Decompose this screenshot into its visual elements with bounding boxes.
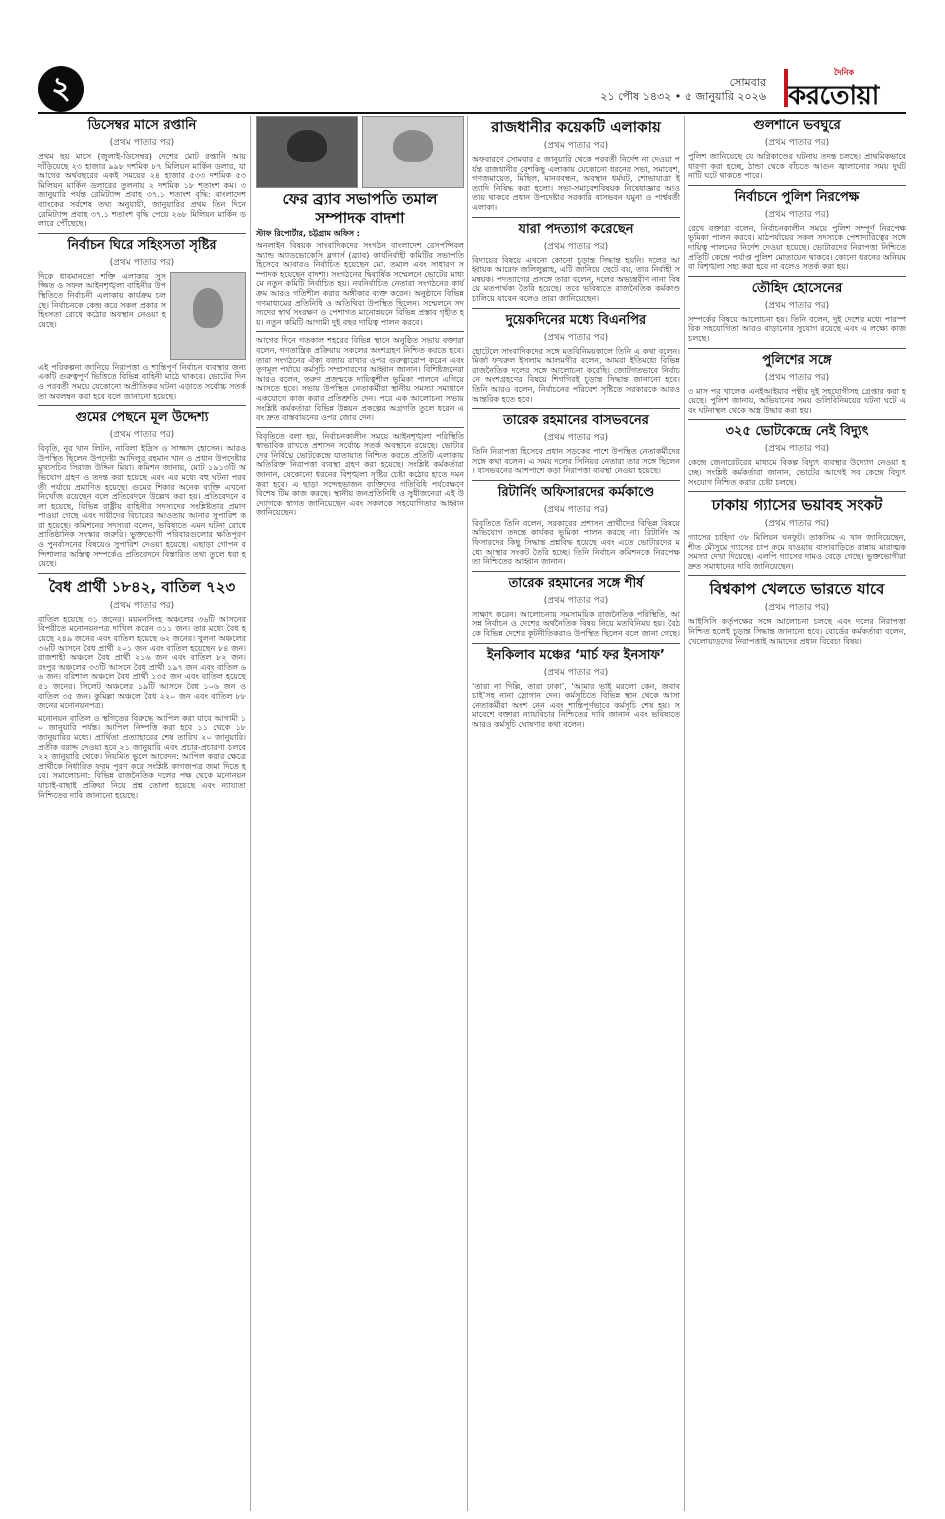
masthead-logo (774, 66, 906, 110)
article-body: হোটেলে সাংবাদিকদের সঙ্গে মতবিনিময়কালে তিনি এ কথা বলেন। মির্জা ফখরুল ইসলাম আলমগীর বলেন, আমরা ইতিমধ্যে বিভিন্ন রাজনৈতিক দলের সঙ্গে আলোচনা করেছি। জোটগতভাবে নির্বাচনে অংশগ্রহণের বিষয়ে শিগগিরই চূড়ান্ত সিদ্ধান্ত জানানো হবে। তিনি আরও বলেন, নির্বাচনের পরিবেশ সৃষ্টিতে সরকারকে আরও আন্তরিক হতে হবে। (472, 346, 680, 404)
article-title: রাজধানীর কয়েকটি এলাকায় (491, 118, 661, 136)
continued-label: (প্রথম পাতার পর) (543, 504, 609, 515)
article-title: গুলশানে ভবঘুরে (753, 118, 841, 133)
article-title: ঢাকায় গ্যাসের ভয়াবহ সংকট (711, 496, 883, 515)
day-label: সোমবার (729, 76, 766, 89)
article-title: ডিসেম্বর মাসে রপ্তানি (87, 118, 197, 133)
continued-label: (প্রথম পাতার পর) (543, 332, 609, 343)
article-title: গুমের পেছনে মূল উদ্দেশ্য (75, 410, 209, 426)
divider (472, 571, 680, 572)
article-body: বাতিল হয়েছে ৩১ জনের। ময়মনসিংহ অঞ্চলের ৩৬টি আসনের বিপরীতে মনোনয়নপত্র দাখিল করেন ৩১১ জন। তার মধ্যে বৈধ হয়েছে ২৪৯ জনের এবং বাতিল হয়েছে ৬২ জনের। খুলনা অঞ্চলের ৩৬টি আসনে বৈধ প্রার্থী ২০১ জন এবং বাতিল হয়েছেন ৮৪ জন। রাজশাহী অঞ্চলে বৈধ প্রার্থী ২১৬ জন এবং বাতিল ৮২ জন। রংপুর অঞ্চলের ৩৩টি আসনে বৈধ প্রার্থী ১৯৭ জন এবং বাতিল ৬৬ জন। বরিশাল অঞ্চলে বৈধ প্রার্থী ১৩৫ জন এবং বাতিল হয়েছে ৫১ জনের। সিলেট অঞ্চলের ১৯টি আসনে বৈধ ১০৬ জন ও বাতিল ৩৫ জন। কুমিল্লা অঞ্চলে বৈধ ২২০ জন এবং বাতিল ৮৮ জনের মনোনয়নপত্র। (38, 614, 246, 711)
article-body: প্রথম ছয় মাসে (জুলাই-ডিসেম্বর) দেশের মোট রপ্তানি আয় দাঁড়িয়েছে ২৩ হাজার ৯৯৮ দশমিক ৮৭ মিলিয়ন মার্কিন ডলার, যা আগের অর্থবছরের একই সময়ের ২৪ হাজার ৫৩৩ দশমিক ৫৩ মিলিয়ন মার্কিন ডলারের তুলনায় ২ দশমিক ১৮ শতাংশ কম। ৩ জানুয়ারি পর্যন্ত রেমিট্যান্স প্রবাহ ৩৭.১ শতাংশ বৃদ্ধি: বাংলাদেশ ব্যাংকের সর্বশেষ তথ্য অনুযায়ী, জানুয়ারির প্রথম তিন দিনে রেমিট্যান্স প্রবাহ ৩৭.১ শতাংশ বৃদ্ধি পেয়ে ২৬৮ মিলিয়ন মার্কিন ডলারে পৌঁছেছে। (38, 152, 246, 229)
article-body: বিবৃতি, নুর খান লিটন, নাবিলা ইদ্রিস ও সাজ্জাদ হোসেন। আরও উপস্থিত ছিলেন উপদেষ্টা আদিলুর রহমান খান ও প্রধান উপদেষ্টার মুখ্যসচিব সিরাজ উদ্দিন মিয়া। কমিশন জানায়, মোট ১৯১৩টি অভিযোগ গ্রহণ ও তদন্ত করা হয়েছে এবং এর মধ্যে বহু ঘটনা পরবর্তী পর্যায়ে প্রমাণিত হয়েছে। গুমের শিকার অনেক ব্যক্তি এখনো নিখোঁজ রয়েছেন বলে প্রতিবেদনে উল্লেখ করা হয়। প্রতিবেদনে বলা হয়েছে, বিভিন্ন রাষ্ট্রীয় বাহিনীর সদস্যদের সংশ্লিষ্টতার প্রমাণ পাওয়া গেছে এবং দায়ীদের বিচারের আওতায় আনার সুপারিশ করা হয়েছে। কমিশনের সদস্যরা বলেন, ভবিষ্যতে এমন ঘটনা রোধে প্রাতিষ্ঠানিক সংস্কার জরুরি। ভুক্তভোগী পরিবারগুলোর ক্ষতিপূরণ ও পুনর্বাসনের বিষয়েও সুপারিশ দেওয়া হয়েছে। এছাড়া গোপন বন্দিশালার অস্তিত্ব সম্পর্কেও প্রতিবেদনে বিস্তারিত তথ্য তুলে ধরা হয়েছে। (38, 444, 246, 569)
divider (472, 643, 680, 644)
divider (472, 217, 680, 218)
continued-label: (প্রথম পাতার পর) (764, 603, 830, 614)
divider (688, 419, 906, 420)
article-title: ফের ব্র্যাব সভাপতি তমাল সম্পাদক বাদশা (282, 190, 438, 227)
continued-label: (প্রথম পাতার পর) (543, 433, 609, 444)
continued-label: (প্রথম পাতার পর) (543, 241, 609, 252)
article-body: আইসিসি কর্তৃপক্ষের সঙ্গে আলোচনা চলছে এবং দলের নিরাপত্তা নিশ্চিত হলেই চূড়ান্ত সিদ্ধান্ত জানানো হবে। বোর্ডের কর্মকর্তারা বলেন, খেলোয়াড়দের নিরাপত্তাই আমাদের প্রধান বিবেচ্য বিষয়। (688, 617, 906, 646)
article-byline: স্টাফ রিপোর্টার, চট্টগ্রাম অফিস : (256, 229, 361, 238)
article-title: তারেক রহমানের সঙ্গে শীর্ষ (508, 575, 644, 591)
article-body: পুলিশ জানিয়েছে যে অগ্নিকাণ্ডের ঘটনায় তদন্ত চলছে। প্রাথমিকভাবে ধারণা করা হচ্ছে, ঠান্ডা থেকে বাঁচতে আগুন জ্বালানোর সময় দুর্ঘটনাটি ঘটে থাকতে পারে। (688, 152, 906, 181)
column-4 (688, 116, 906, 646)
article-title: নির্বাচনে পুলিশ নিরপেক্ষ (734, 189, 860, 205)
continued-label: (প্রথম পাতার পর) (109, 430, 175, 441)
article-title: তারেক রহমানের বাসভবনের (503, 413, 649, 429)
divider (688, 276, 906, 277)
logo-main-text: করতোয়া (788, 81, 879, 111)
continued-label: (প্রথম পাতার পর) (543, 141, 609, 151)
article-title: রিটার্নিং অফিসারদের কর্মকাণ্ডে (497, 484, 655, 500)
article-title: যারা পদত্যাগ করেছেন (518, 221, 634, 237)
article-body: মনোনয়ন বাতিল ও স্থগিতের বিরুদ্ধে আপিল করা যাবে আগামী ১০ জানুয়ারি পর্যন্ত। আপিল নিষ্পত্তি করা হবে ১১ থেকে ১৮ জানুয়ারির মধ্যে। প্রার্থিতা প্রত্যাহারের শেষ তারিখ ২০ জানুয়ারি। প্রতীক বরাদ্দ দেওয়া হবে ২১ জানুয়ারি এবং প্রচার-প্রচারণা চলবে ২২ জানুয়ারি থেকে। নিয়মিত ভুলে আবেদন: আপিল করার ক্ষেত্রে প্রার্থীকে নির্ধারিত ফরম পূরণ করে সংশ্লিষ্ট কাগজপত্র জমা দিতে হবে। সমালোচনা: বিভিন্ন রাজনৈতিক দলের পক্ষ থেকে মনোনয়ন যাচাই-বাছাই প্রক্রিয়া নিয়ে প্রশ্ন তোলা হয়েছে এবং ন্যায্যতা নিশ্চিতের দাবি জানানো হয়েছে। (38, 713, 246, 800)
divider (688, 348, 906, 349)
article-body: সম্পর্কের বিষয়ে আলোচনা হয়। তিনি বলেন, দুই দেশের মধ্যে পারস্পরিক সহযোগিতা আরও বাড়ানোর সুযোগ রয়েছে এবং এ লক্ষ্যে কাজ চলছে। (688, 314, 906, 343)
article-body: বিদায়ের বিষয়ে এখনো কোনো চূড়ান্ত সিদ্ধান্ত হয়নি। দলের আহ্বায়ক আরেফ জলিলুল্লাহ, এটি জানিয়ে ছেটে বয়, তার নির্বাহী সমন্বয়ক। পদত্যাগের প্রসঙ্গে তারা বলেন, দলের অভ্যন্তরীণ নানা বিষয়ে মতপার্থক্য তৈরি হয়েছে। তবে ভবিষ্যতে রাজনৈতিক কর্মকাণ্ড চালিয়ে যাবেন বলেও তারা জানিয়েছেন। (472, 255, 680, 303)
continued-label: (প্রথম পাতার পর) (764, 300, 830, 311)
continued-label: (প্রথম পাতার পর) (764, 519, 830, 530)
divider (688, 575, 906, 576)
article-title: তৌহিদ হোসেনের (751, 280, 843, 296)
page-header (38, 66, 906, 114)
article-body: ৩ মাস পর খালেক এনইআইয়ার পন্থীর দুই সহযোগীসহ গ্রেপ্তার করা হয়েছে। পুলিশ জানায়, অভিযানের সময় গুলিবিনিময়ের ঘটনা ঘটে এবং ঘটনাস্থল থেকে অস্ত্র উদ্ধার করা হয়। (688, 386, 906, 415)
divider (38, 233, 246, 234)
article-body: আগের দিনে গতকাল শহরের বিভিন্ন স্থানে অনুষ্ঠিত সভায় বক্তারা বলেন, গণতান্ত্রিক প্রক্রিয়ায় সকলের অংশগ্রহণ নিশ্চিত করতে হবে। তারা সংগঠনের ঐক্য বজায় রাখার ওপর গুরুত্বারোপ করেন এবং তৃণমূল পর্যায়ে কর্মসূচি সম্প্রসারণের আহ্বান জানান। বিশিষ্টজনেরা আরও বলেন, তরুণ প্রজন্মকে দায়িত্বশীল ভূমিকা পালনে এগিয়ে আসতে হবে। সভায় উপস্থিত নেতাকর্মীরা স্থানীয় সমস্যা সমাধানে একযোগে কাজ করার প্রতিশ্রুতি দেন। পরে এক আলোচনা সভায় সংশ্লিষ্ট কর্মকর্তারা বিভিন্ন উন্নয়ন প্রকল্পের অগ্রগতি তুলে ধরেন এবং দ্রুত বাস্তবায়নের ওপর জোর দেন। (256, 336, 464, 423)
continued-label: (প্রথম পাতার পর) (764, 209, 830, 220)
article-title: ৩২৫ ভোটকেন্দ্রে নেই বিদ্যুৎ (725, 424, 869, 440)
article-body: তিনি নিরাপত্তা হিসেবে প্রধান সড়কের পাশে উপস্থিত নেতাকর্মীদের সঙ্গে কথা বলেন। এ সময় দলের সিনিয়র নেতারা তার সঙ্গে ছিলেন। বাসভবনের আশপাশে কড়া নিরাপত্তা ব্যবস্থা নেওয়া হয়েছে। (472, 447, 680, 476)
divider (256, 427, 464, 428)
column-3 (472, 116, 680, 730)
continued-label: (প্রথম পাতার পর) (764, 138, 830, 148)
column-divider (684, 116, 685, 1511)
person-photo (362, 116, 464, 188)
continued-label: (প্রথম পাতার পর) (764, 372, 830, 383)
article-body: অফবারণে সোমবার ৫ জানুয়ারি থেকে পরবর্তী নির্দেশ না দেওয়া পর্যন্ত রাজধানীর বেশকিছু এলাকায় যেকোনো ধরনের সভা, সমাবেশ, গণজমায়েত, মিছিল, মানববন্ধন, অবস্থান ধর্মঘট, শোভাযাত্রা ইত্যাদি নিষিদ্ধ করা হলো। সভা-সমাবেশবিষয়ক নিষেধাজ্ঞার আওতায় থাকবে প্রধান উপদেষ্টার সরকারি বাসভবন যমুনা ও পার্শ্ববর্তী এলাকা। (472, 155, 680, 212)
continued-label: (প্রথম পাতার পর) (543, 667, 609, 678)
article-body: কেন্দ্রে জেনারেটরের মাধ্যমে বিকল্প বিদ্যুৎ ব্যবস্থার উদ্যোগ নেওয়া হচ্ছে। সংশ্লিষ্ট কর্মকর্তারা জানান, ভোটের আগেই সব কেন্দ্রে বিদ্যুৎ সংযোগ নিশ্চিত করার চেষ্টা চলছে। (688, 458, 906, 487)
column-divider (467, 116, 468, 1511)
person-photo (256, 116, 358, 188)
article-body: গ্যাসের চাহিদা ৩৮ মিলিয়ন ঘনফুট। তাকসিম এ খান জানিয়েছেন, শীত মৌসুমে গ্যাসের চাপ কমে যাওয়ায় বাসাবাড়িতে রান্নায় মারাত্মক সমস্যা দেখা দিয়েছে। এলপি গ্যাসের দামও বেড়ে গেছে। ভুক্তভোগীরা দ্রুত সমাধানের দাবি জানিয়েছেন। (688, 533, 906, 571)
dateline (600, 76, 766, 104)
article-title: বৈধ প্রার্থী ১৮৪২, বাতিল ৭২৩ (48, 577, 236, 596)
page-number: ২ (38, 66, 84, 112)
continued-label: (প্রথম পাতার পর) (543, 595, 609, 606)
continued-label: (প্রথম পাতার পর) (109, 257, 175, 268)
divider (472, 408, 680, 409)
article-body: সাক্ষাৎ করেন। আলোচনায় সমসাময়িক রাজনৈতিক পরিস্থিতি, আসন্ন নির্বাচন ও দেশের অর্থনৈতিক বিষয় নিয়ে মতবিনিময় হয়। বৈঠকে বিভিন্ন দেশের কূটনীতিকরাও উপস্থিত ছিলেন বলে জানা গেছে। (472, 609, 681, 639)
article-body: বিবৃতিতে তিনি বলেন, সরকারের প্রশাসন প্রার্থীদের বিভিন্ন বিষয়ে অভিযোগ তদন্তে কার্যকর ভূমিকা পালন করছে না। রিটার্নিং অফিসারদের কিছু সিদ্ধান্ত প্রশ্নবিদ্ধ হয়েছে এবং এতে ভোটারদের মধ্যে আস্থার সংকট তৈরি হচ্ছে। তিনি নির্বাচন কমিশনকে নিরপেক্ষতা নিশ্চিতের আহ্বান জানান। (472, 518, 680, 567)
article-photo (170, 272, 246, 360)
article-body: দিকে ধাবমানতো শক্তি এলাকায় সুসজ্জিত ও সফল আইনশৃঙ্খলা বাহিনীর উপস্থিতিতে নির্বাচনী এলাকায় কার্যক্রম চলছে। নির্বাচনকে কেন্দ্র করে সকল প্রকার সহিংসতা রোধে কঠোর অবস্থান নেওয়া হয়েছে। (38, 271, 166, 329)
divider (38, 573, 246, 574)
article-title: দুয়েকদিনের মধ্যে বিএনপির (505, 312, 647, 328)
article-body: রেখে বক্তারা বলেন, নির্বাচনকালীন সময়ে পুলিশ সম্পূর্ণ নিরপেক্ষ ভূমিকা পালন করবে। মাঠপর্যায়ের সকল সদস্যকে পেশাদারিত্বের সঙ্গে দায়িত্ব পালনের নির্দেশ দেওয়া হয়েছে। ভোটারদের নিরাপত্তা নিশ্চিতে প্রতিটি কেন্দ্রে পর্যাপ্ত পুলিশ মোতায়েন থাকবে। কোনো ধরনের অনিয়ম বা বিশৃঙ্খলা সহ্য করা হবে না বলেও সতর্ক করা হয়। (688, 223, 906, 272)
article-title: নির্বাচন ঘিরে সহিংসতা সৃষ্টির (67, 237, 217, 253)
column-1 (38, 116, 246, 800)
divider (688, 491, 906, 492)
divider (472, 480, 680, 481)
article-title: ইনকিলাব মঞ্চের ‘মার্চ ফর ইনসাফ’ (487, 647, 665, 663)
divider (688, 185, 906, 186)
logo-top-text: দৈনিক (834, 68, 855, 77)
divider (256, 331, 464, 332)
article-title: পুলিশের সঙ্গে (762, 352, 832, 368)
date-label: ২১ পৌষ ১৪৩২ • ৫ জানুয়ারি ২০২৬ (600, 90, 766, 103)
continued-label: (প্রথম পাতার পর) (109, 138, 175, 148)
column-2 (256, 116, 464, 518)
article-title: বিশ্বকাপ খেলতে ভারতে যাবে (709, 580, 885, 599)
continued-label: (প্রথম পাতার পর) (109, 600, 175, 611)
divider (472, 308, 680, 309)
continued-label: (প্রথম পাতার পর) (764, 444, 830, 455)
article-body: এই পরিকল্পনা জানিয়ে নিরাপত্তা ও শান্তিপূর্ণ নির্বাচন ব্যবস্থার জন্য একটি গুরুত্বপূর্ণ ভিত্তিতে বিভিন্ন বাহিনী মাঠে থাকবে। ভোটের দিন ও পরবর্তী সময়ে যেকোনো অপ্রীতিকর ঘটনা এড়াতে সর্বোচ্চ সতর্কতা অবলম্বন করা হবে বলে জানানো হয়েছে। (38, 362, 246, 401)
article-body: বিবৃতিতে বলা হয়, নির্বাচনকালীন সময়ে আইনশৃঙ্খলা পরিস্থিতি স্বাভাবিক রাখতে প্রশাসন সর্বোচ্চ সতর্ক অবস্থানে রয়েছে। ভোটারদের নির্বিঘ্নে ভোটকেন্দ্রে যাতায়াত নিশ্চিত করতে প্রতিটি এলাকায় অতিরিক্ত নিরাপত্তা ব্যবস্থা গ্রহণ করা হয়েছে। সংশ্লিষ্ট কর্মকর্তারা জানান, যেকোনো ধরনের বিশৃঙ্খলা সৃষ্টির চেষ্টা কঠোর হাতে দমন করা হবে। এ ছাড়া সন্দেহভাজন ব্যক্তিদের গতিবিধি পর্যবেক্ষণে বিশেষ টিম কাজ করছে। স্থানীয় জনপ্রতিনিধি ও সুধীজনেরা এই উদ্যোগকে স্বাগত জানিয়েছেন এবং সকলকে সহযোগিতার আহ্বান জানিয়েছেন। (256, 431, 464, 518)
article-body: ‘তারা না দিল্লি, তারা ঢাকা’, ‘আমার ভাই মরলো কেন, জবাব চাই’সহ নানা স্লোগান দেন। কর্মসূচিতে বিভিন্ন স্থান থেকে আসা নেতাকর্মীরা অংশ নেন এবং শান্তিপূর্ণভাবে কর্মসূচি শেষ হয়। সমাবেশে বক্তারা ন্যায়বিচার নিশ্চিতের দাবি জানান এবং ভবিষ্যতে আরও কর্মসূচি ঘোষণার কথা বলেন। (472, 681, 680, 729)
column-divider (250, 116, 251, 1511)
divider (38, 405, 246, 406)
article-body: অনলাইন বিষয়ক সাংবাদিকদের সংগঠন বাংলাদেশ রেসপন্সিবল অ্যান্ড অ্যাডভোকেসি ব্লগার্স (ব্র্যাব) কার্যনির্বাহী কমিটির সভাপতি হিসেবে আবারও নির্বাচিত হয়েছেন মো. তমাল এবং সাধারণ সম্পাদক হয়েছেন বাদশা। সংগঠনের দ্বিবার্ষিক সম্মেলনে ভোটের মাধ্যমে নতুন কমিটি নির্বাচিত হয়। নবনির্বাচিত নেতারা সংগঠনের কার্যক্রম আরও গতিশীল করার অঙ্গীকার ব্যক্ত করেন। অনুষ্ঠানে বিভিন্ন গণমাধ্যমের প্রতিনিধি ও অতিথিরা উপস্থিত ছিলেন। সম্মেলনে সদস্যদের স্বার্থ সংরক্ষণ ও পেশাগত মানোন্নয়নে বিভিন্ন প্রস্তাব গৃহীত হয়। নতুন কমিটি আগামী দুই বছর দায়িত্ব পালন করবে। (256, 241, 464, 327)
